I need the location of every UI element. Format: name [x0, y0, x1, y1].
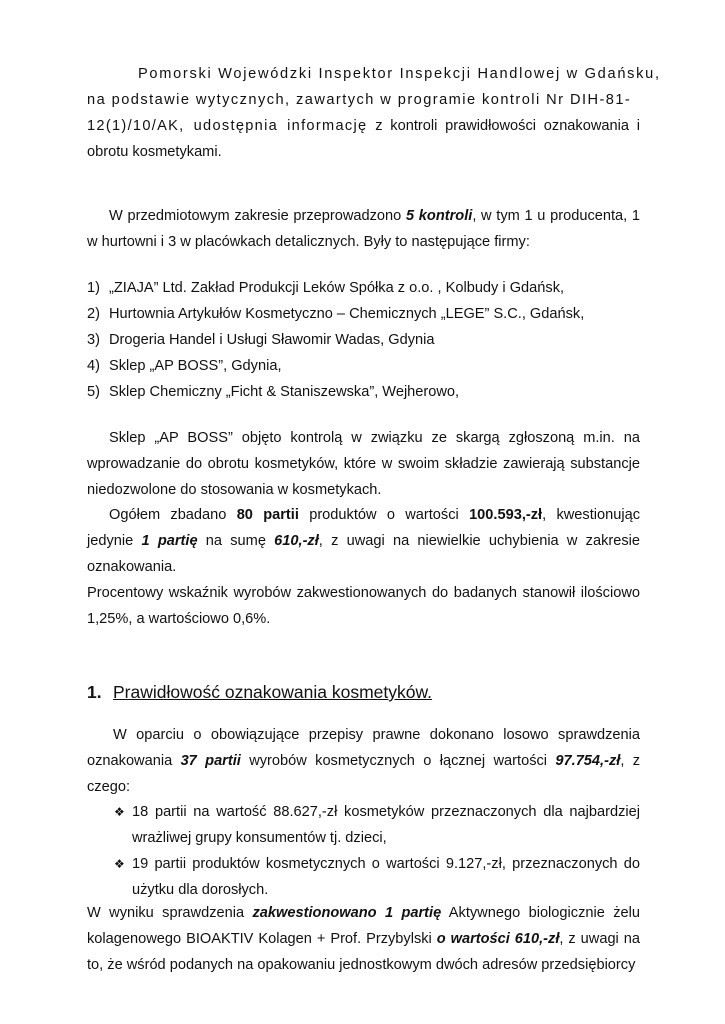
intro-line-1: Pomorski Wojewódzki Inspektor Inspekcji Handlowej w Gdańsku,: [138, 66, 661, 82]
section-text-3: , z czego:: [87, 753, 641, 795]
diamond-bullet-icon: ❖: [114, 805, 125, 819]
overall-text-3: , kwestionując jedynie: [87, 507, 640, 549]
list-item: [87, 301, 647, 327]
boss-text: Sklep „AP BOSS” objęto kontrolą w związku ze skargą zgłoszoną m.in. na wprowadzanie do obrotu kosmetyków, które w swoim składzie zawierają substancje niedozwolone do stosowania w kosmetykach.: [87, 430, 640, 498]
diamond-bullet-icon: ❖: [114, 857, 125, 871]
intro-line-2: na podstawie wytycznych, zawartych w programie kontroli Nr DIH-81-: [87, 92, 632, 108]
total-value: 100.593,-zł: [469, 507, 543, 523]
section-text-1: W oparciu o obowiązujące przepisy prawne dokonano losowo sprawdzenia oznakowania: [87, 727, 640, 769]
list-number: 4): [87, 358, 100, 374]
list-number: 3): [87, 332, 100, 348]
batches-count: 80 partii: [236, 507, 299, 523]
result-paragraph: [87, 900, 640, 978]
overall-text-4: na sumę: [197, 533, 275, 549]
list-number: 1): [87, 280, 100, 296]
summary-text-1: W przedmiotowym zakresie przeprowadzono: [109, 208, 406, 224]
percent-text: Procentowy wskaźnik wyrobów zakwestionowanych do badanych stanowił ilościowo 1,25%, a wartościowo 0,6%.: [87, 585, 640, 627]
percent-paragraph: [87, 580, 640, 632]
firm-name: Hurtownia Artykułów Kosmetyczno – Chemicznych „LEGE” S.C., Gdańsk,: [109, 306, 585, 322]
questioned-batches: 1 partię: [141, 533, 198, 549]
firm-name: Drogeria Handel i Usługi Sławomir Wadas, Gdynia: [109, 332, 435, 348]
boss-paragraph: [87, 425, 640, 503]
summary-text-2: , w tym 1 u producenta, 1 w hurtowni i 3 w placówkach detalicznych. Były to następujące firmy:: [87, 208, 641, 250]
breakdown-list: [114, 799, 640, 903]
list-item: [87, 353, 647, 379]
result-text-3: , z uwagi na to, że wśród podanych na opakowaniu jednostkowym dwóch adresów przedsiębiorcy: [87, 931, 640, 973]
section-1-intro: [87, 722, 640, 800]
list-item: [87, 379, 647, 405]
overall-text-5: , z uwagi na niewielkie uchybienia w zakresie oznakowania.: [87, 533, 640, 575]
section-1-heading: [87, 679, 647, 705]
overall-text-2: produktów o wartości: [298, 507, 470, 523]
result-value: o wartości 610,-zł: [436, 931, 560, 947]
overall-paragraph: [87, 502, 640, 580]
controls-count: 5 kontroli: [405, 208, 473, 224]
firm-name: „ZIAJA” Ltd. Zakład Produkcji Leków Spółka z o.o. , Kolbudy i Gdańsk,: [109, 280, 565, 296]
firm-name: Sklep Chemiczny „Ficht & Staniszewska”, Wejherowo,: [109, 384, 460, 400]
result-questioned: zakwestionowano 1 partię: [252, 905, 442, 921]
list-item: [87, 327, 647, 353]
section-title: Prawidłowość oznakowania kosmetyków.: [113, 682, 433, 702]
result-text-1: W wyniku sprawdzenia: [87, 905, 253, 921]
list-number: 5): [87, 384, 100, 400]
intro-line-3a: 12(1)/10/AK, udostępnia informację: [87, 118, 368, 134]
intro-paragraph: [87, 61, 661, 165]
bullet-text: 19 partii produktów kosmetycznych o wartości 9.127,-zł, przeznaczonych do użytku dla dorosłych.: [132, 856, 640, 898]
intro-line-3b: z kontroli prawidłowości oznakowania i obrotu kosmetykami.: [87, 118, 640, 160]
list-item: [114, 799, 640, 851]
summary-paragraph: [87, 203, 640, 255]
overall-text-1: Ogółem zbadano: [109, 507, 237, 523]
firms-list: [87, 275, 647, 405]
questioned-value: 610,-zł: [274, 533, 319, 549]
checked-value: 97.754,-zł: [555, 753, 621, 769]
checked-batches: 37 partii: [180, 753, 241, 769]
firm-name: Sklep „AP BOSS”, Gdynia,: [109, 358, 282, 374]
bullet-text: 18 partii na wartość 88.627,-zł kosmetyków przeznaczonych dla najbardziej wrażliwej grupy konsumentów tj. dzieci,: [132, 804, 640, 846]
list-number: 2): [87, 306, 100, 322]
section-text-2: wyrobów kosmetycznych o łącznej wartości: [240, 753, 556, 769]
list-item: [87, 275, 647, 301]
list-item: [114, 851, 640, 903]
result-text-2: Aktywnego biologicznie żelu kolagenowego BIOAKTIV Kolagen + Prof. Przybylski: [87, 905, 641, 947]
section-number: 1.: [87, 682, 102, 702]
